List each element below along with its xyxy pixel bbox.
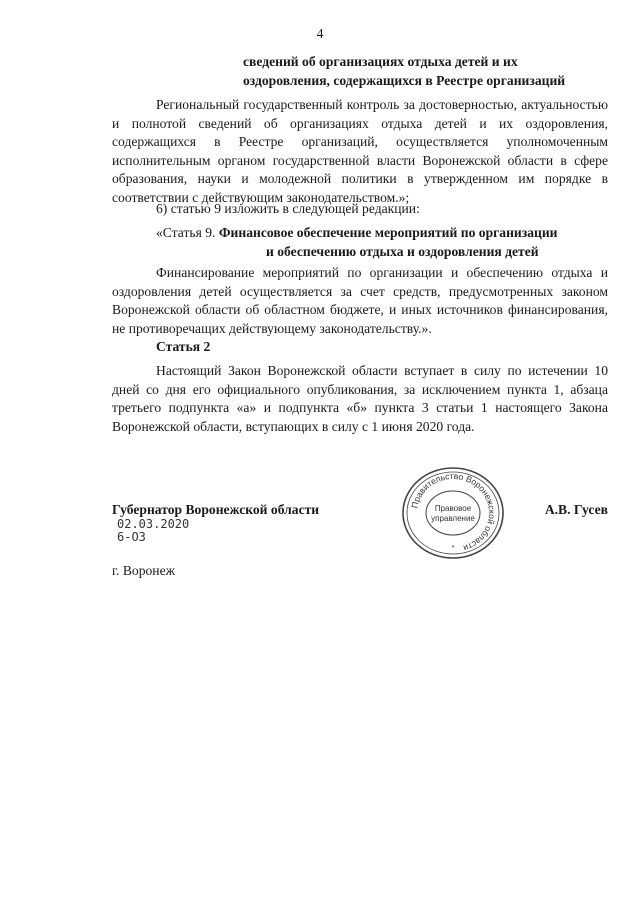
paragraph-entry-into-force xyxy=(112,362,608,436)
article-9-heading xyxy=(156,223,608,261)
paragraph-financing xyxy=(112,264,608,338)
page-number: 4 xyxy=(316,26,324,41)
section-heading-line2: оздоровления, содержащихся в Реестре организаций xyxy=(243,73,566,88)
signatory-name: А.В. Гусев xyxy=(544,502,608,517)
seal-star-icon: * xyxy=(451,545,455,552)
seal-center-line2: управление xyxy=(431,514,475,523)
article-9-title-line1: Финансовое обеспечение мероприятий по организации xyxy=(218,225,558,240)
article-9-prefix: «Статья 9. xyxy=(156,225,219,240)
registration-number: 6-ОЗ xyxy=(117,530,146,544)
signatory-title: Губернатор Воронежской области xyxy=(112,502,320,517)
city: г. Воронеж xyxy=(112,563,175,578)
seal-ring-text: Правительство Воронежской области xyxy=(409,470,498,554)
registration-stamp xyxy=(117,518,189,544)
item-6 xyxy=(112,200,608,219)
paragraph-text: Финансирование мероприятий по организации и обеспечению отдыха и оздоровления детей осуществляется за счет средств, предусмотренных законом Воронежской области об областном бюджете, и иных источников финансирования, не противоречащих действующему законодательству.». xyxy=(112,265,608,336)
registration-date: 02.03.2020 xyxy=(117,517,190,531)
item-6-text: 6) статью 9 изложить в следующей редакции: xyxy=(156,201,420,216)
section-heading-line1: сведений об организациях отдыха детей и их xyxy=(243,54,518,69)
paragraph-text: Региональный государственный контроль за достоверностью, актуальностью и полнотой сведений об организациях отдыха детей и их оздоровления, содержащихся в Реестре организаций, осуществляется уполномоченным исполнительным органом государственной власти Воронежской области в сфере образования, науки и молодежной политики в утвержденном им порядке в соответствии с действующим законодательством.»; xyxy=(112,97,608,205)
article-2-heading: Статья 2 xyxy=(156,339,211,354)
paragraph-text: Настоящий Закон Воронежской области вступает в силу по истечении 10 дней со дня его официального опубликования, за исключением пункта 1, абзаца третьего подпункта «а» и подпункта «б» пункта 3 статьи 1 настоящего Закона Воронежской области, вступающих в силу с 1 июня 2020 года. xyxy=(112,363,608,434)
paragraph-regional-control xyxy=(112,96,608,208)
article-9-title-line2: и обеспечению отдыха и оздоровления детей xyxy=(266,244,539,259)
seal-center-line1: Правовое xyxy=(434,504,472,513)
official-seal xyxy=(400,465,506,561)
